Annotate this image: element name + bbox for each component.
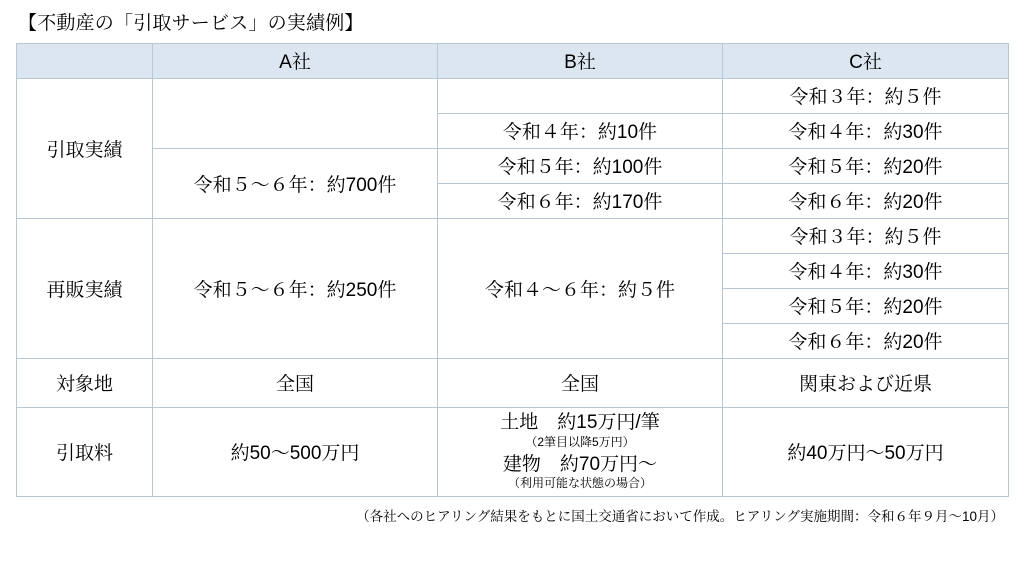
fee-b (438, 407, 723, 496)
row-label-resale: 再販実績 (17, 218, 153, 358)
resale-c-r6: 令和６年：約20件 (723, 323, 1009, 358)
table-footnote: （各社へのヒアリング結果をもとに国土交通省において作成。ヒアリング実施期間：令和６年９月～10月） (356, 508, 1004, 524)
header-company-c: C社 (723, 43, 1009, 78)
acquisition-c-r5: 令和５年：約20件 (723, 148, 1009, 183)
acquisition-b-r6: 令和６年：約170件 (438, 183, 723, 218)
table-body (17, 78, 1009, 496)
acquisition-c-r4: 令和４年：約30件 (723, 113, 1009, 148)
fee-b-building: 建物 約70万円～ (502, 453, 658, 475)
fee-b-building-note: （利用可能な状態の場合） (507, 476, 652, 491)
performance-table (16, 43, 1009, 497)
area-c: 関東および近県 (723, 358, 1009, 407)
acquisition-c-r6: 令和６年：約20件 (723, 183, 1009, 218)
header-company-b: B社 (438, 43, 723, 78)
fee-a: 約50～500万円 (153, 407, 438, 496)
acquisition-a-total: 令和５～６年：約700件 (153, 148, 438, 218)
acquisition-b-blank (438, 78, 723, 113)
resale-c-r5: 令和５年：約20件 (723, 288, 1009, 323)
table-header (17, 43, 1009, 78)
table-row (17, 358, 1009, 407)
acquisition-b-r5: 令和５年：約100件 (438, 148, 723, 183)
row-label-acquisition: 引取実績 (17, 78, 153, 218)
table-row (17, 78, 1009, 113)
acquisition-b-r4: 令和４年：約10件 (438, 113, 723, 148)
header-corner (17, 43, 153, 78)
area-b: 全国 (438, 358, 723, 407)
page-title: 【不動産の「引取サービス」の実績例】 (18, 13, 364, 34)
header-company-a: A社 (153, 43, 438, 78)
fee-b-land-note: （2筆目以降5万円） (525, 435, 635, 450)
resale-b-total: 令和４～６年：約５件 (438, 218, 723, 358)
row-label-area: 対象地 (17, 358, 153, 407)
fee-b-land: 土地 約15万円/筆 (500, 412, 660, 434)
table-header-row (17, 43, 1009, 78)
resale-c-r3: 令和３年：約５件 (723, 218, 1009, 253)
acquisition-c-r3: 令和３年：約５件 (723, 78, 1009, 113)
acquisition-a-blank (153, 78, 438, 148)
fee-c: 約40万円～50万円 (723, 407, 1009, 496)
area-a: 全国 (153, 358, 438, 407)
row-label-fee: 引取料 (17, 407, 153, 496)
table-row (17, 407, 1009, 496)
resale-a-total: 令和５～６年：約250件 (153, 218, 438, 358)
resale-c-r4: 令和４年：約30件 (723, 253, 1009, 288)
table-row (17, 148, 1009, 183)
table-row (17, 218, 1009, 253)
